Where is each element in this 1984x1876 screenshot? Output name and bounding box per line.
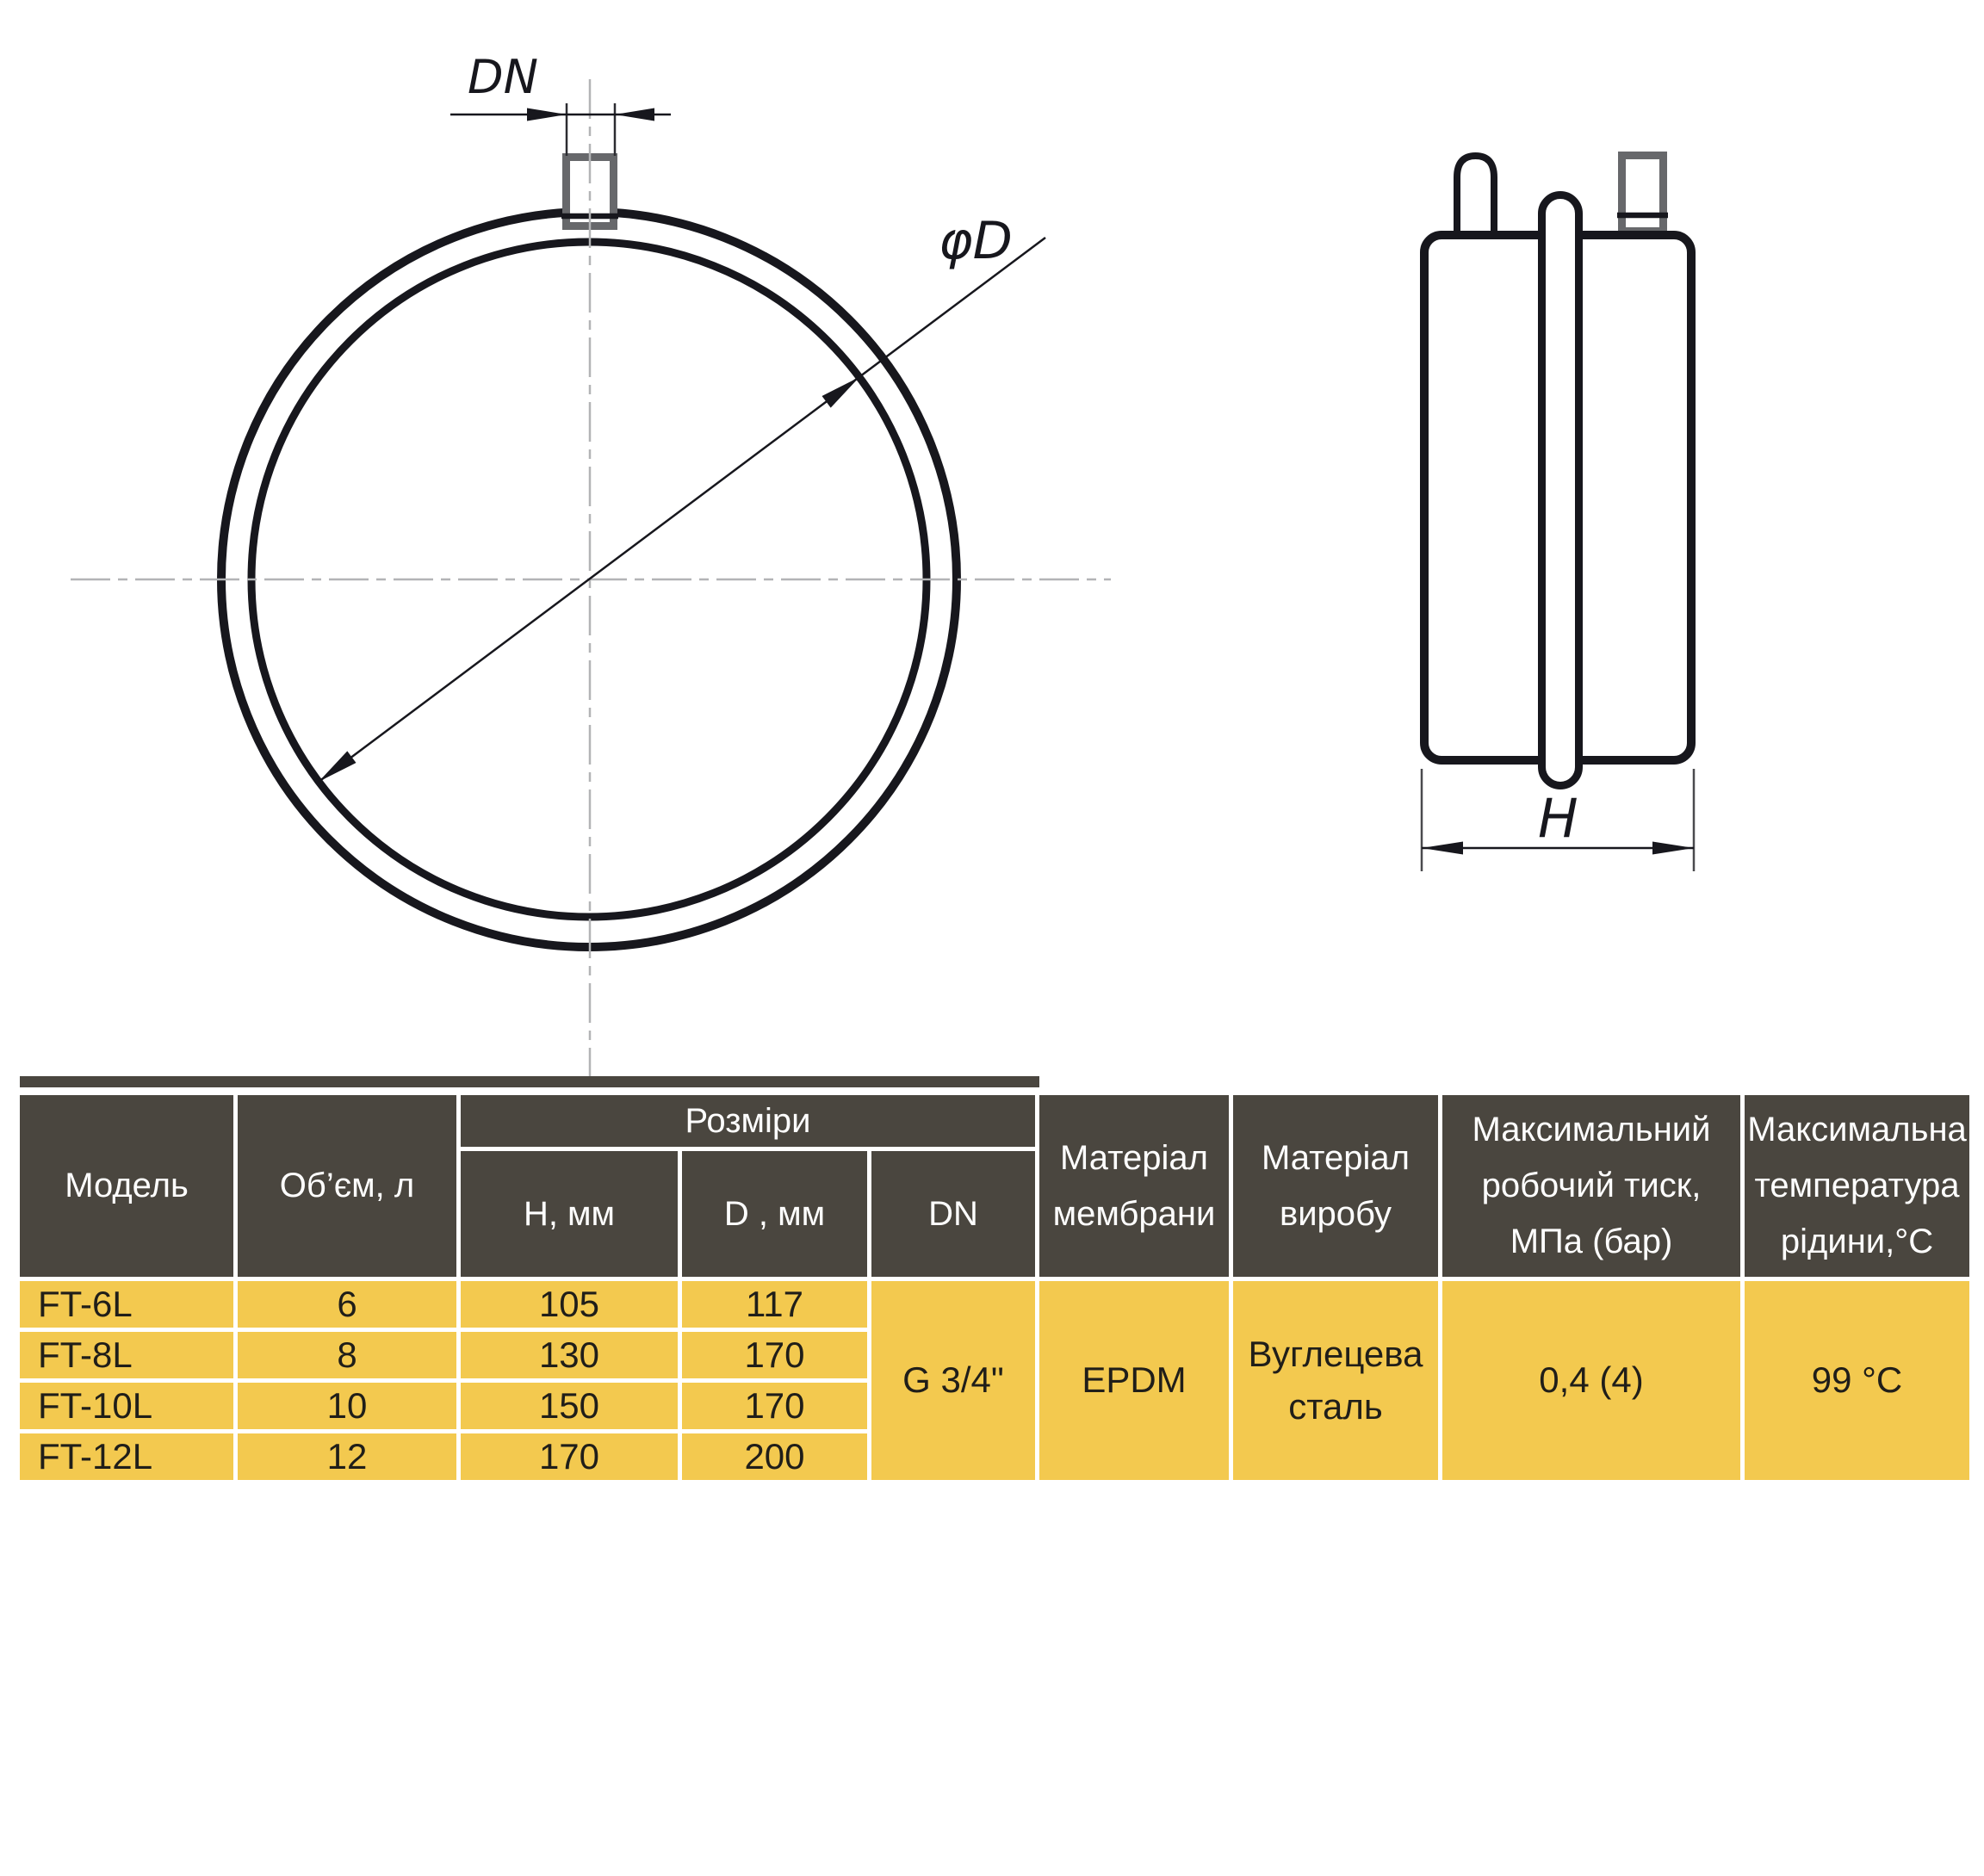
header-h-mm: H, мм <box>461 1151 678 1277</box>
cell-h-ft10l: 150 <box>461 1383 678 1429</box>
arrowhead-left <box>1422 842 1463 855</box>
cell-volume-ft8l: 8 <box>238 1332 456 1378</box>
side-view-drawing <box>1422 156 1694 872</box>
arrowhead-right <box>1652 842 1694 855</box>
header-d-mm: D , мм <box>682 1151 867 1277</box>
dn-label: DN <box>468 50 538 104</box>
cell-pressure-merged: 0,4 (4) <box>1442 1281 1740 1480</box>
cell-model-ft8l: FT-8L <box>20 1332 233 1378</box>
header-model: Модель <box>20 1095 233 1277</box>
cell-volume-ft12l: 12 <box>238 1433 456 1480</box>
header-max-pressure: Максимальний робочий тиск, МПа (бар) <box>1442 1095 1740 1277</box>
cell-product-merged: Вуглецева сталь <box>1233 1281 1438 1480</box>
diameter-label: φD <box>939 211 1013 271</box>
cell-temperature-merged: 99 °С <box>1745 1281 1969 1480</box>
cell-d-ft10l: 170 <box>682 1383 867 1429</box>
header-dn: DN <box>871 1151 1035 1277</box>
dn-dimension <box>450 50 671 156</box>
cell-volume-ft6l: 6 <box>238 1281 456 1328</box>
front-view-drawing <box>71 50 1111 1076</box>
height-label: H <box>1538 787 1578 850</box>
header-volume: Об’єм, л <box>238 1095 456 1277</box>
cell-model-ft6l: FT-6L <box>20 1281 233 1328</box>
arrowhead-left <box>527 108 567 121</box>
cell-membrane-merged: EPDM <box>1039 1281 1229 1480</box>
header-max-temperature: Максимальна температура рідини,°С <box>1745 1095 1969 1277</box>
cell-model-ft12l: FT-12L <box>20 1433 233 1480</box>
cell-d-ft6l: 117 <box>682 1281 867 1328</box>
header-membrane-material: Матеріал мембрани <box>1039 1095 1229 1277</box>
header-product-material: Матеріал виробу <box>1233 1095 1438 1277</box>
cell-model-ft10l: FT-10L <box>20 1383 233 1429</box>
header-dimensions: Розміри <box>461 1095 1035 1147</box>
cell-d-ft12l: 200 <box>682 1433 867 1480</box>
spec-table <box>20 1095 1969 1480</box>
side-connection-stub <box>1617 156 1668 232</box>
table-top-sliver <box>20 1076 1039 1087</box>
cell-volume-ft10l: 10 <box>238 1383 456 1429</box>
cell-h-ft8l: 130 <box>461 1332 678 1378</box>
cell-h-ft12l: 170 <box>461 1433 678 1480</box>
center-band <box>1542 195 1579 786</box>
air-valve-stub <box>1457 156 1494 234</box>
cell-h-ft6l: 105 <box>461 1281 678 1328</box>
cell-d-ft8l: 170 <box>682 1332 867 1378</box>
arrowhead-right <box>615 108 654 121</box>
cell-dn-merged: G 3/4" <box>871 1281 1035 1480</box>
